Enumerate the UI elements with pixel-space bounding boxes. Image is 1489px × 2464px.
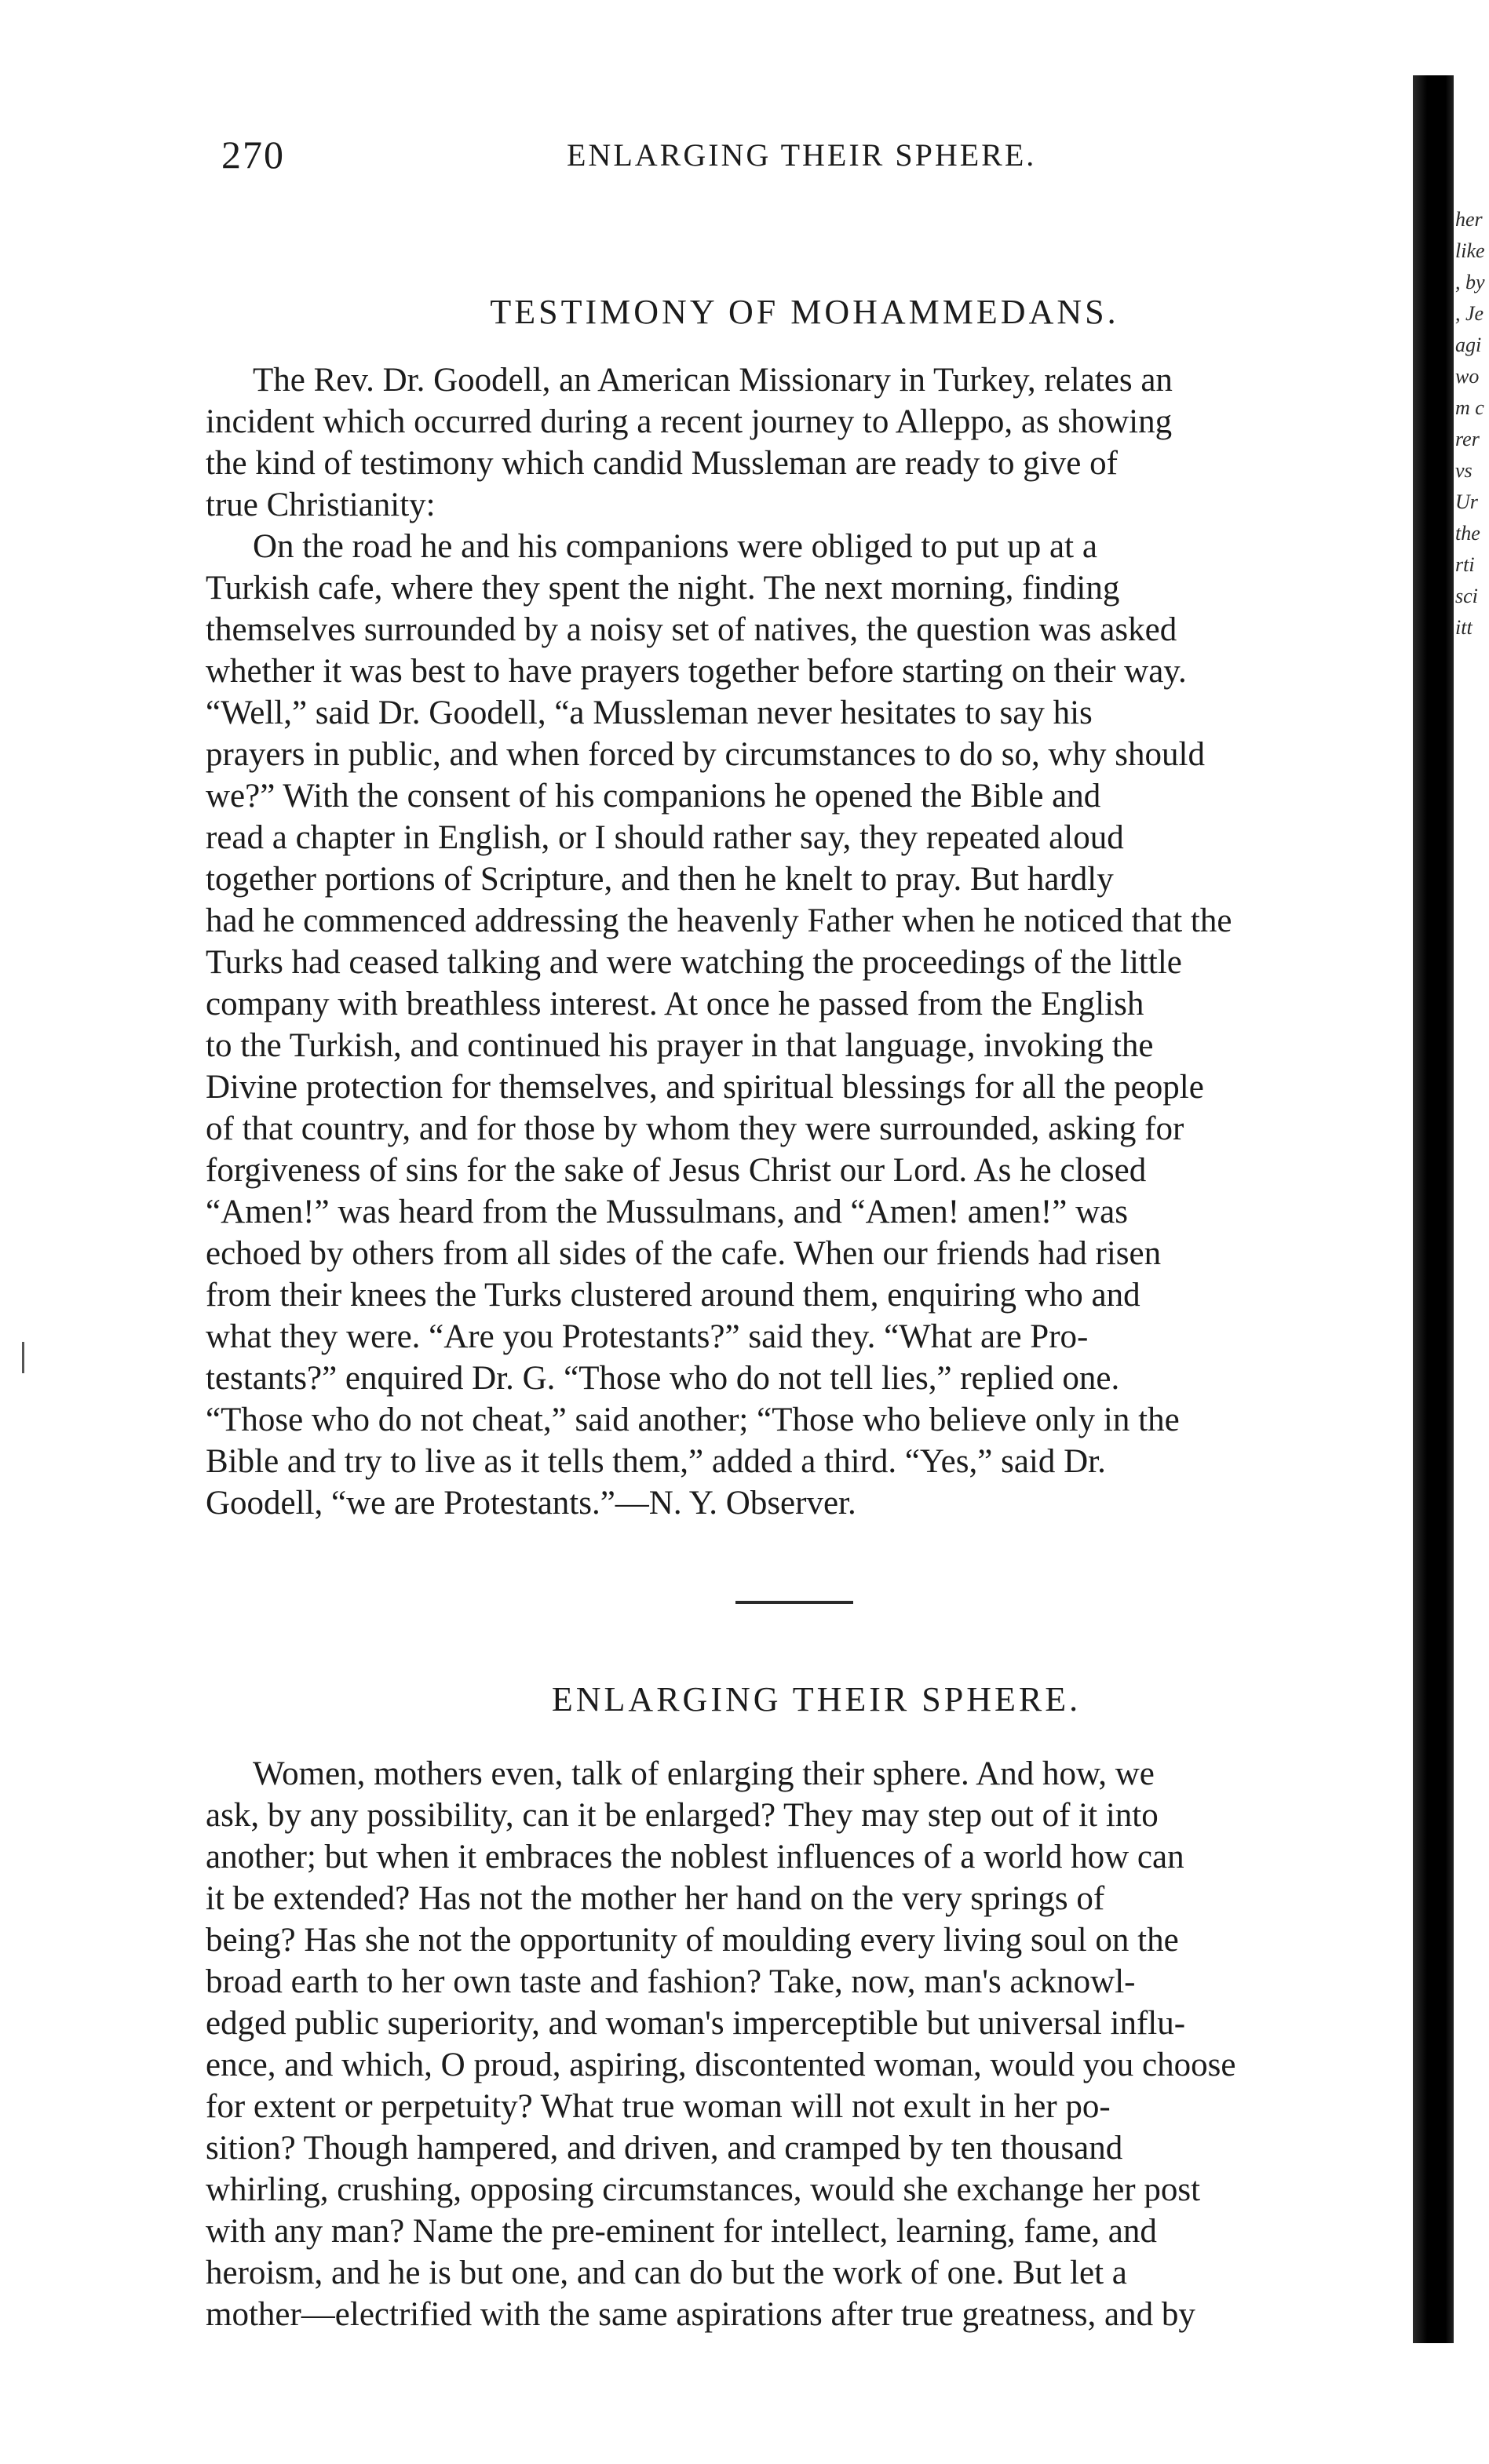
text-line: with any man? Name the pre-eminent for intellect, learning, fame, and bbox=[206, 2213, 1157, 2250]
text-line: sition? Though hampered, and driven, and cramped by ten thousand bbox=[206, 2130, 1123, 2167]
text-line: from their knees the Turks clustered around them, enquiring who and bbox=[206, 1277, 1140, 1314]
page-number: 270 bbox=[221, 133, 285, 177]
binding-gutter-shadow bbox=[1413, 75, 1454, 2343]
bleed-fragment: itt bbox=[1455, 616, 1473, 639]
bleed-fragment: rti bbox=[1455, 553, 1475, 576]
text-line: the kind of testimony which candid Mussleman are ready to give of bbox=[206, 445, 1118, 482]
text-line: broad earth to her own taste and fashion? Take, now, man's acknowl- bbox=[206, 1963, 1136, 2000]
text-line: “Those who do not cheat,” said another; “Those who believe only in the bbox=[206, 1401, 1180, 1438]
section-divider bbox=[735, 1601, 853, 1604]
text-line: “Well,” said Dr. Goodell, “a Mussleman never hesitates to say his bbox=[206, 694, 1093, 731]
bleed-fragment: agi bbox=[1455, 334, 1482, 356]
text-line: Women, mothers even, talk of enlarging their sphere. And how, we bbox=[253, 1755, 1155, 1792]
text-line: echoed by others from all sides of the cafe. When our friends had risen bbox=[206, 1235, 1162, 1272]
text-line: what they were. “Are you Protestants?” said they. “What are Pro- bbox=[206, 1318, 1089, 1355]
text-line: of that country, and for those by whom they were surrounded, asking for bbox=[206, 1110, 1184, 1147]
bleed-fragment: like bbox=[1455, 239, 1485, 262]
article-title-sphere: ENLARGING THEIR SPHERE. bbox=[551, 1680, 1082, 1719]
text-line: ask, by any possibility, can it be enlarged? They may step out of it into bbox=[206, 1797, 1159, 1834]
text-line: “Amen!” was heard from the Mussulmans, and “Amen! amen!” was bbox=[206, 1194, 1128, 1230]
article-body-sphere bbox=[206, 1753, 1375, 2335]
text-line: prayers in public, and when forced by circumstances to do so, why should bbox=[206, 736, 1205, 773]
text-line: Turkish cafe, where they spent the night. The next morning, finding bbox=[206, 570, 1120, 607]
text-line: for extent or perpetuity? What true woman will not exult in her po- bbox=[206, 2088, 1111, 2125]
text-line: company with breathless interest. At once he passed from the English bbox=[206, 986, 1144, 1022]
bleed-fragment: , by bbox=[1455, 271, 1485, 293]
bleed-fragment: m c bbox=[1455, 396, 1484, 419]
bleed-fragment: , Je bbox=[1455, 302, 1484, 325]
running-title: ENLARGING THEIR SPHERE. bbox=[567, 137, 1037, 173]
text-line: to the Turkish, and continued his prayer in that language, invoking the bbox=[206, 1027, 1154, 1064]
text-line: together portions of Scripture, and then he knelt to pray. But hardly bbox=[206, 861, 1114, 898]
running-head bbox=[206, 132, 1359, 187]
bleed-fragment: rer bbox=[1455, 428, 1480, 450]
text-line: another; but when it embraces the noblest influences of a world how can bbox=[206, 1839, 1184, 1875]
margin-mark bbox=[22, 1342, 24, 1373]
bleed-fragment: wo bbox=[1455, 365, 1480, 388]
text-line: whirling, crushing, opposing circumstances, would she exchange her post bbox=[206, 2171, 1201, 2208]
article-title-testimony: TESTIMONY OF MOHAMMEDANS. bbox=[490, 293, 1119, 331]
text-line: forgiveness of sins for the sake of Jesus Christ our Lord. As he closed bbox=[206, 1152, 1147, 1189]
facing-page-bleed bbox=[1455, 204, 1489, 1381]
bleed-fragment: her bbox=[1455, 208, 1483, 231]
text-line: testants?” enquired Dr. G. “Those who do not tell lies,” replied one. bbox=[206, 1360, 1120, 1397]
bleed-fragment: the bbox=[1455, 522, 1480, 545]
text-line: we?” With the consent of his companions he opened the Bible and bbox=[206, 778, 1101, 815]
bleed-fragment: Ur bbox=[1455, 490, 1478, 513]
text-line: The Rev. Dr. Goodell, an American Missionary in Turkey, relates an bbox=[253, 362, 1173, 399]
text-line: mother—electrified with the same aspirations after true greatness, and by bbox=[206, 2296, 1195, 2333]
bleed-fragment: vs bbox=[1455, 459, 1473, 482]
bleed-fragment: sci bbox=[1455, 585, 1478, 607]
text-line: themselves surrounded by a noisy set of natives, the question was asked bbox=[206, 611, 1177, 648]
text-line: edged public superiority, and woman's imperceptible but universal influ- bbox=[206, 2005, 1186, 2042]
text-line: heroism, and he is but one, and can do but the work of one. But let a bbox=[206, 2254, 1127, 2291]
text-line: Goodell, “we are Protestants.”—N. Y. Observer. bbox=[206, 1485, 856, 1522]
article-body-testimony bbox=[206, 359, 1375, 1524]
text-line: Turks had ceased talking and were watching the proceedings of the little bbox=[206, 944, 1182, 981]
text-line: read a chapter in English, or I should rather say, they repeated aloud bbox=[206, 819, 1124, 856]
text-line: Bible and try to live as it tells them,” added a third. “Yes,” said Dr. bbox=[206, 1443, 1106, 1480]
text-line: Divine protection for themselves, and spiritual blessings for all the people bbox=[206, 1069, 1204, 1106]
text-line: had he commenced addressing the heavenly Father when he noticed that the bbox=[206, 902, 1232, 939]
text-line: incident which occurred during a recent journey to Alleppo, as showing bbox=[206, 403, 1173, 440]
text-line: being? Has she not the opportunity of moulding every living soul on the bbox=[206, 1922, 1179, 1959]
text-line: true Christianity: bbox=[206, 487, 436, 523]
text-line: whether it was best to have prayers together before starting on their way. bbox=[206, 653, 1187, 690]
text-line: it be extended? Has not the mother her hand on the very springs of bbox=[206, 1880, 1105, 1917]
text-line: ence, and which, O proud, aspiring, discontented woman, would you choose bbox=[206, 2047, 1236, 2083]
text-line: On the road he and his companions were obliged to put up at a bbox=[253, 528, 1097, 565]
